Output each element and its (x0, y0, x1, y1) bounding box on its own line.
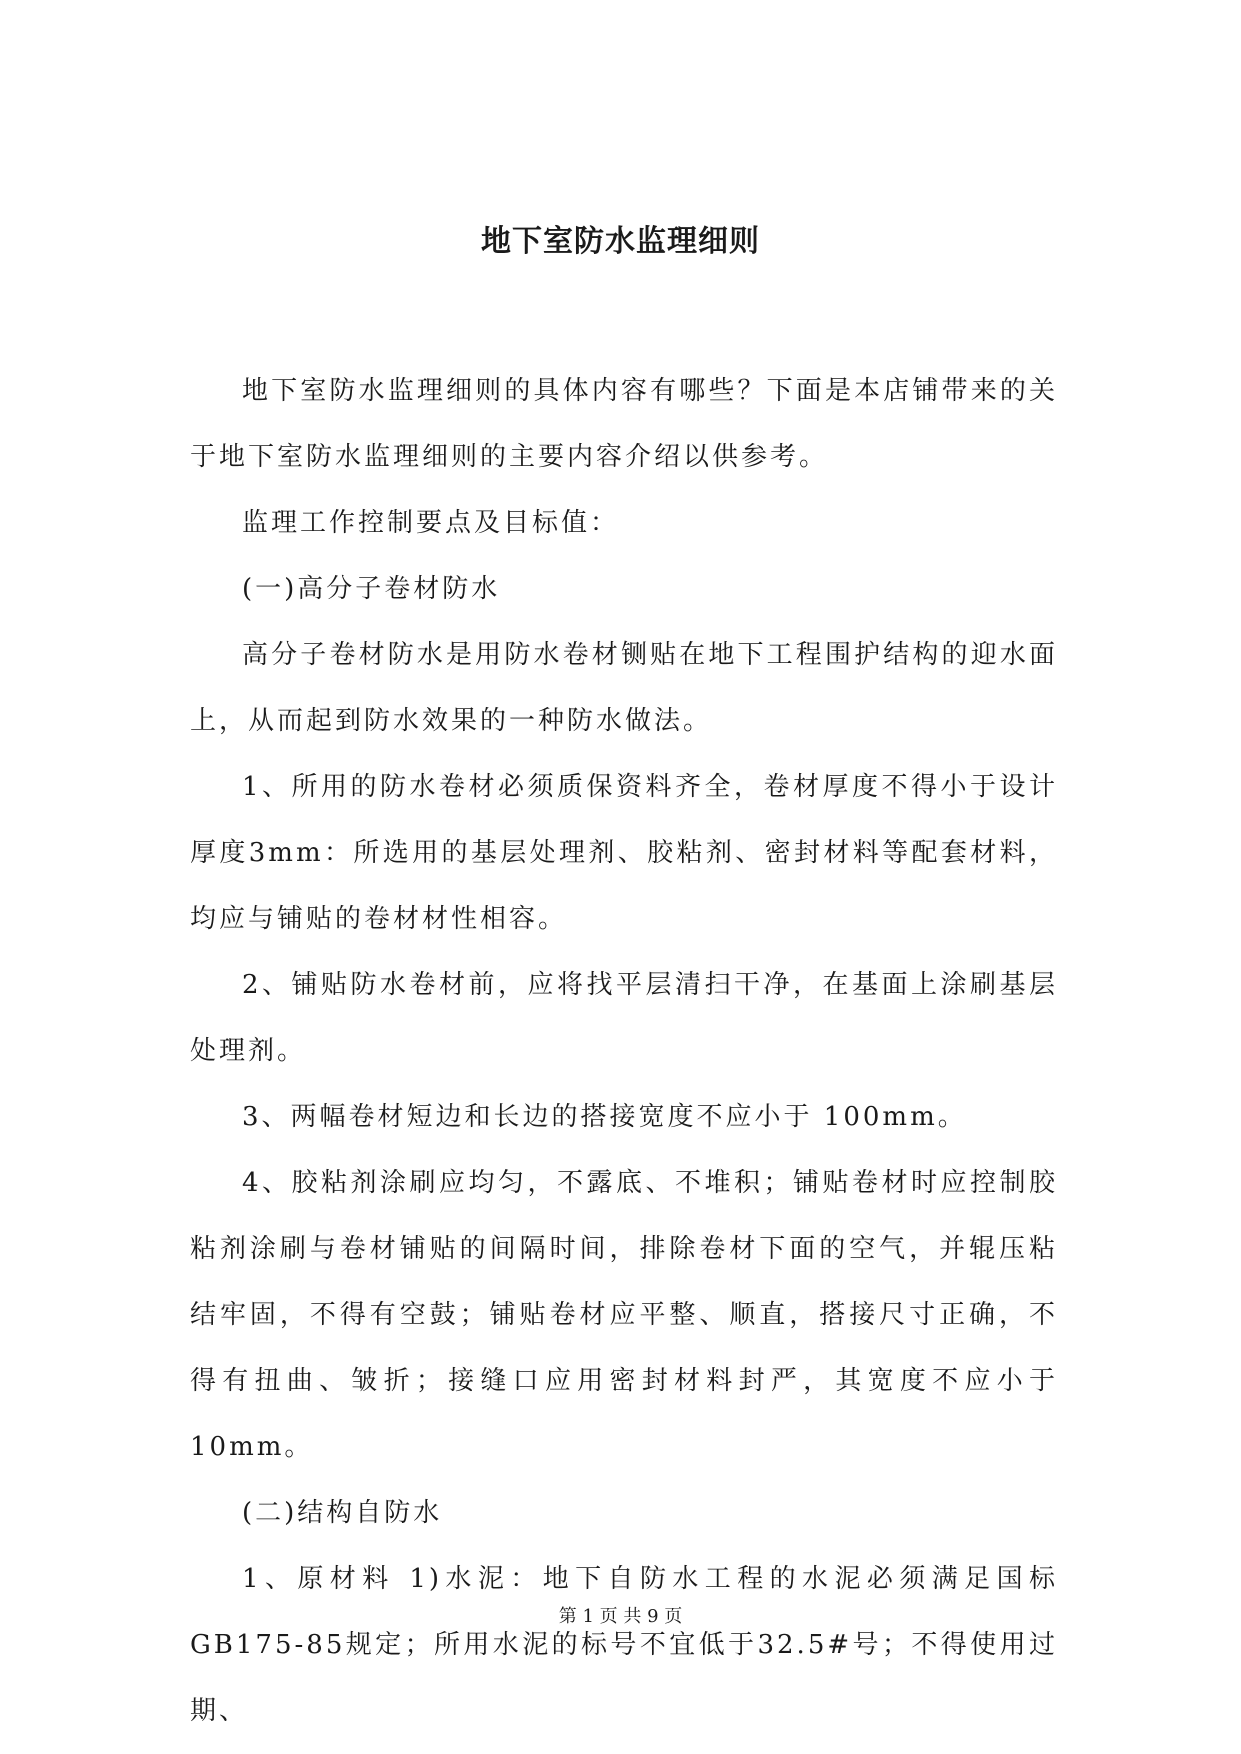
list-item-1: 1、所用的防水卷材必须质保资料齐全，卷材厚度不得小于设计厚度3mm：所选用的基层处理剂、胶粘剂、密封材料等配套材料，均应与铺贴的卷材材性相容。 (190, 772, 1058, 934)
list-item-4: 4、胶粘剂涂刷应均匀，不露底、不堆积；铺贴卷材时应控制胶粘剂涂刷与卷材铺贴的间隔时间，排除卷材下面的空气，并辊压粘结牢固，不得有空鼓；铺贴卷材应平整、顺直，搭接尺寸正确，不得有扭曲、皱折；接缝口应用密封材料封严，其宽度不应小于10mm。 (190, 1168, 1058, 1462)
section-heading-polymer-membrane: (一)高分子卷材防水 (242, 574, 501, 604)
paragraph-intro: 地下室防水监理细则的具体内容有哪些？下面是本店铺带来的关于地下室防水监理细则的主要内容介绍以供参考。 (190, 376, 1058, 472)
list-item-2: 2、铺贴防水卷材前，应将找平层清扫干净，在基面上涂刷基层处理剂。 (190, 970, 1058, 1066)
page-number-footer: 第 1 页 共 9 页 (558, 1606, 683, 1627)
list-item-raw-materials: 1、原材料 1)水泥：地下自防水工程的水泥必须满足国标GB175-85规定；所用水泥的标号不宜低于32.5#号；不得使用过期、 (190, 1564, 1058, 1726)
document-title: 地下室防水监理细则 (481, 224, 760, 259)
section-heading-structural-waterproofing: (二)结构自防水 (242, 1498, 443, 1528)
document-body (190, 358, 1058, 1744)
list-item-3: 3、两幅卷材短边和长边的搭接宽度不应小于 100mm。 (242, 1102, 967, 1132)
paragraph-control-points: 监理工作控制要点及目标值： (242, 508, 620, 538)
paragraph-polymer-definition: 高分子卷材防水是用防水卷材铡贴在地下工程围护结构的迎水面上，从而起到防水效果的一种防水做法。 (190, 640, 1058, 736)
